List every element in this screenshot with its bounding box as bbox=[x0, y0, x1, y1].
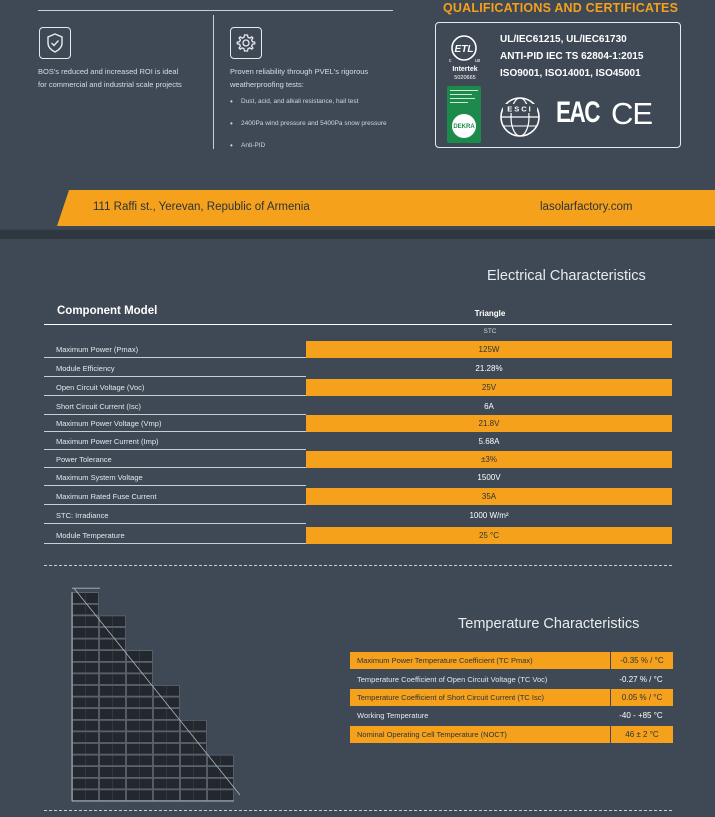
feature-icon-box-roi bbox=[39, 27, 71, 59]
cert-line-iso: ISO9001, ISO14001, ISO45001 bbox=[500, 68, 641, 79]
table-row bbox=[44, 360, 672, 378]
row-value: 1500V bbox=[477, 473, 501, 482]
row-value: 0.05 % / °C bbox=[610, 689, 673, 706]
component-model-header: Component Model bbox=[57, 305, 158, 317]
table-row bbox=[350, 726, 672, 743]
eac-logo: EAC bbox=[556, 96, 600, 129]
esci-logo bbox=[497, 95, 543, 139]
test-item: • 2400Pa wind pressure and 5400Pa snow pressure bbox=[230, 120, 387, 142]
row-label: STC: Irradiance bbox=[44, 507, 306, 524]
header-underline bbox=[44, 324, 672, 325]
row-label: Temperature Coefficient of Short Circuit Current (TC Isc) bbox=[350, 689, 610, 706]
etl-logo bbox=[446, 34, 484, 64]
dashed-divider-bottom bbox=[44, 810, 672, 811]
row-value: 6A bbox=[484, 402, 494, 411]
feature-text-reliability: Proven reliability through PVEL's rigorous weatherproofing tests: bbox=[230, 67, 369, 89]
footer-website[interactable]: lasolarfactory.com bbox=[540, 201, 633, 213]
table-row bbox=[350, 689, 672, 706]
table-row bbox=[44, 415, 672, 433]
table-row bbox=[44, 433, 672, 451]
row-value: -0.35 % / °C bbox=[610, 652, 673, 669]
row-label: Module Temperature bbox=[44, 527, 306, 544]
row-label: Module Efficiency bbox=[44, 360, 306, 377]
table-row bbox=[350, 707, 672, 724]
feature-text-roi: BOS's reduced and increased ROI is ideal for commercial and industrial scale projects bbox=[38, 67, 182, 89]
triangle-module-illustration bbox=[66, 575, 242, 805]
intertek-number: 5020665 bbox=[454, 75, 476, 81]
table-row bbox=[44, 341, 672, 359]
row-value: 21.8V bbox=[306, 415, 672, 432]
row-value: ±3% bbox=[306, 451, 672, 468]
row-label: Short Circuit Current (Isc) bbox=[44, 398, 306, 415]
table-row bbox=[44, 469, 672, 487]
test-list bbox=[230, 98, 387, 164]
row-value: 25V bbox=[306, 379, 672, 396]
cert-line-ul: UL/IEC61215, UL/IEC61730 bbox=[500, 34, 627, 45]
row-value: -0.27 % / °C bbox=[619, 675, 663, 684]
component-model-value: Triangle bbox=[474, 309, 506, 318]
row-label: Maximum Rated Fuse Current bbox=[44, 488, 306, 505]
row-value: 46 ± 2 °C bbox=[610, 726, 673, 743]
row-label: Maximum Power Current (Imp) bbox=[44, 433, 306, 450]
qualifications-title: QUALIFICATIONS AND CERTIFICATES bbox=[443, 1, 679, 15]
table-row bbox=[44, 527, 672, 545]
row-label: Temperature Coefficient of Open Circuit Voltage (TC Voc) bbox=[357, 675, 548, 684]
row-label: Power Tolerance bbox=[44, 451, 306, 468]
test-item: • Anti-PID bbox=[230, 142, 387, 164]
row-value: 35A bbox=[306, 488, 672, 505]
row-value: 1000 W/m² bbox=[469, 511, 509, 520]
row-value: 25 °C bbox=[306, 527, 672, 544]
test-item: • Dust, acid, and alkali resistance, hail test bbox=[230, 98, 387, 120]
intertek-text: Intertek bbox=[452, 66, 478, 73]
etl-logo-text: ETL bbox=[454, 44, 474, 55]
cert-line-pid: ANTI-PID IEC TS 62804-1:2015 bbox=[500, 51, 644, 62]
row-value: 125W bbox=[306, 341, 672, 358]
table-row bbox=[350, 652, 672, 669]
row-label: Open Circuit Voltage (Voc) bbox=[44, 379, 306, 396]
table-row bbox=[350, 671, 672, 688]
table-row bbox=[44, 507, 672, 525]
row-value: 5.68A bbox=[478, 437, 500, 446]
condition-label: STC bbox=[483, 328, 497, 335]
temperature-title: Temperature Characteristics bbox=[458, 616, 640, 632]
electrical-title: Electrical Characteristics bbox=[487, 268, 646, 284]
row-label: Maximum Power Temperature Coefficient (TC Pmax) bbox=[350, 652, 610, 669]
svg-text:us: us bbox=[475, 58, 481, 64]
svg-text:c: c bbox=[449, 58, 452, 64]
page-separator bbox=[0, 230, 715, 239]
shield-check-icon bbox=[46, 33, 64, 53]
dashed-divider-top bbox=[44, 565, 672, 566]
footer-address: 111 Raffi st., Yerevan, Republic of Armenia bbox=[93, 201, 310, 213]
top-divider bbox=[38, 10, 393, 11]
row-label: Nominal Operating Cell Temperature (NOCT) bbox=[350, 726, 610, 743]
esci-text: ESCI bbox=[507, 104, 533, 114]
triangle-module-drawing bbox=[66, 575, 242, 805]
gear-icon bbox=[236, 33, 256, 53]
table-row bbox=[44, 488, 672, 506]
dekra-text: DEKRA bbox=[453, 124, 475, 130]
row-label: Maximum System Voltage bbox=[44, 469, 306, 486]
dekra-badge bbox=[447, 86, 481, 143]
table-row bbox=[44, 379, 672, 397]
feature-divider bbox=[213, 15, 214, 149]
ce-logo: CE bbox=[611, 96, 653, 131]
row-label: Maximum Power (Pmax) bbox=[44, 341, 306, 358]
row-value: 21.28% bbox=[475, 364, 503, 373]
table-row bbox=[44, 398, 672, 416]
table-row bbox=[44, 451, 672, 469]
row-label: Maximum Power Voltage (Vmp) bbox=[44, 415, 306, 432]
row-value: -40 - +85 °C bbox=[619, 711, 663, 720]
row-label: Working Temperature bbox=[357, 711, 429, 720]
feature-icon-box-reliability bbox=[230, 27, 262, 59]
